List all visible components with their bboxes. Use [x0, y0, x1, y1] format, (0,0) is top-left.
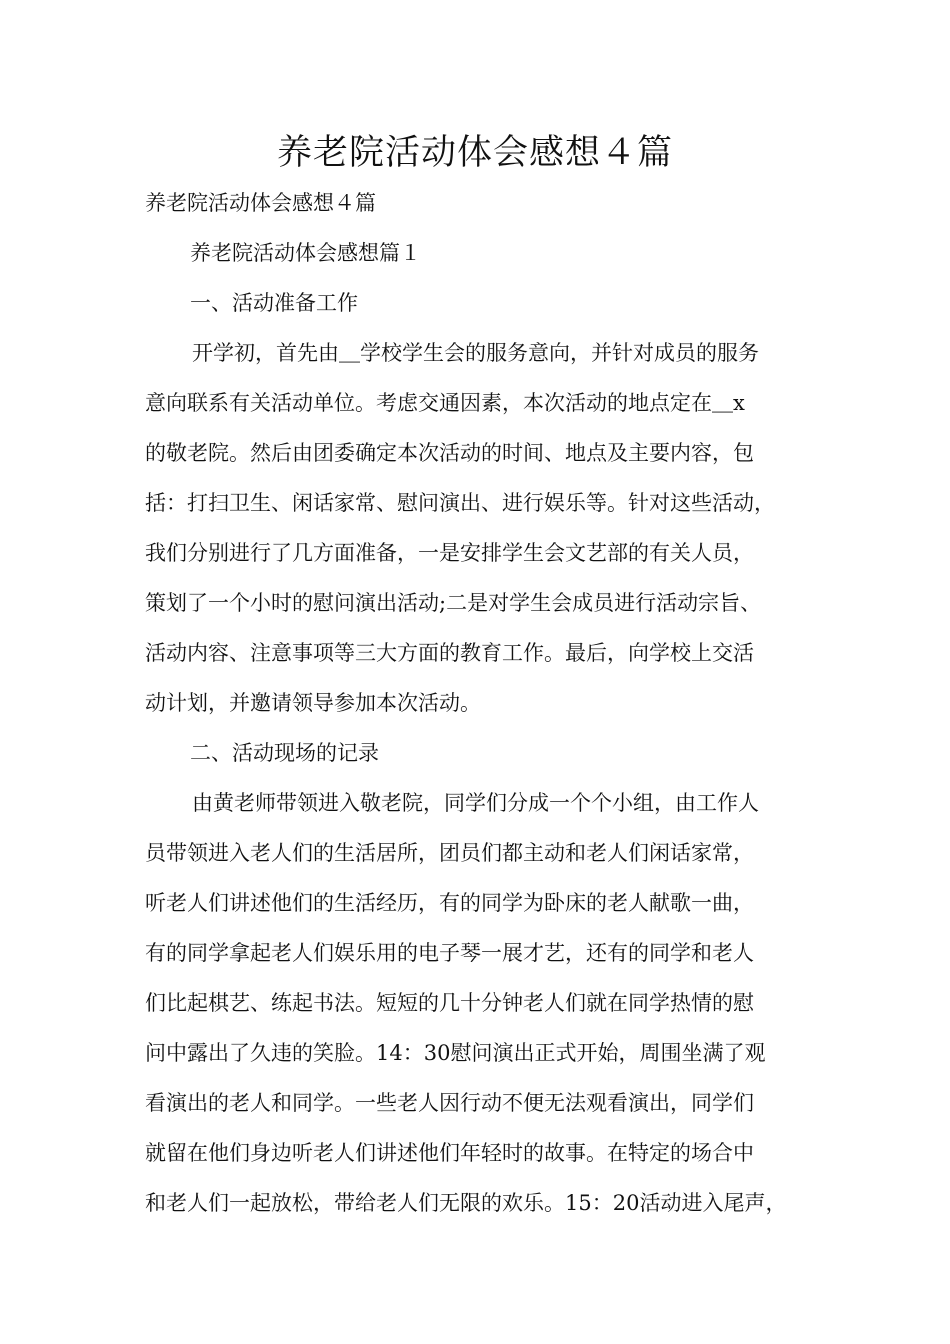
paragraph-line: 问中露出了久违的笑脸。14：30慰问演出正式开始，周围坐满了观: [145, 1041, 766, 1065]
paragraph-line: 我们分别进行了几方面准备，一是安排学生会文艺部的有关人员，: [145, 541, 754, 565]
paragraph-line: 听老人们讲述他们的生活经历，有的同学为卧床的老人献歌一曲，: [145, 891, 754, 915]
paragraph-line: 括：打扫卫生、闲话家常、慰问演出、进行娱乐等。针对这些活动，: [145, 491, 775, 515]
paragraph-line: 活动内容、注意事项等三大方面的教育工作。最后，向学校上交活: [145, 641, 754, 665]
document-body: [145, 178, 825, 1228]
paragraph-line: 就留在他们身边听老人们讲述他们年轻时的故事。在特定的场合中: [145, 1141, 754, 1165]
paragraph-line: 策划了一个小时的慰问演出活动;二是对学生会成员进行活动宗旨、: [145, 591, 762, 615]
document-title: 养老院活动体会感想４篇: [276, 133, 673, 173]
paragraph-line: 和老人们一起放松，带给老人们无限的欢乐。15：20活动进入尾声，: [145, 1191, 787, 1215]
paragraph-line: 的敬老院。然后由团委确定本次活动的时间、地点及主要内容，包: [145, 441, 754, 465]
paragraph-line: 员带领进入老人们的生活居所，团员们都主动和老人们闲话家常，: [145, 841, 754, 865]
paragraph-line: 有的同学拿起老人们娱乐用的电子琴一展才艺，还有的同学和老人: [145, 941, 754, 965]
subtitle-line: 养老院活动体会感想４篇: [145, 191, 376, 215]
section-heading: 二、活动现场的记录: [190, 741, 379, 765]
paragraph-line: 动计划，并邀请领导参加本次活动。: [145, 691, 481, 715]
paragraph-line: 意向联系有关活动单位。考虑交通因素，本次活动的地点定在＿x: [145, 391, 745, 415]
section-heading: 一、活动准备工作: [190, 291, 358, 315]
paragraph-line: 由黄老师带领进入敬老院，同学们分成一个个小组，由工作人: [192, 791, 759, 815]
paragraph-line: 开学初，首先由＿学校学生会的服务意向，并针对成员的服务: [192, 341, 759, 365]
paragraph-line: 看演出的老人和同学。一些老人因行动不便无法观看演出，同学们: [145, 1091, 754, 1115]
section-heading: 养老院活动体会感想篇１: [190, 241, 421, 265]
paragraph-line: 们比起棋艺、练起书法。短短的几十分钟老人们就在同学热情的慰: [145, 991, 754, 1015]
